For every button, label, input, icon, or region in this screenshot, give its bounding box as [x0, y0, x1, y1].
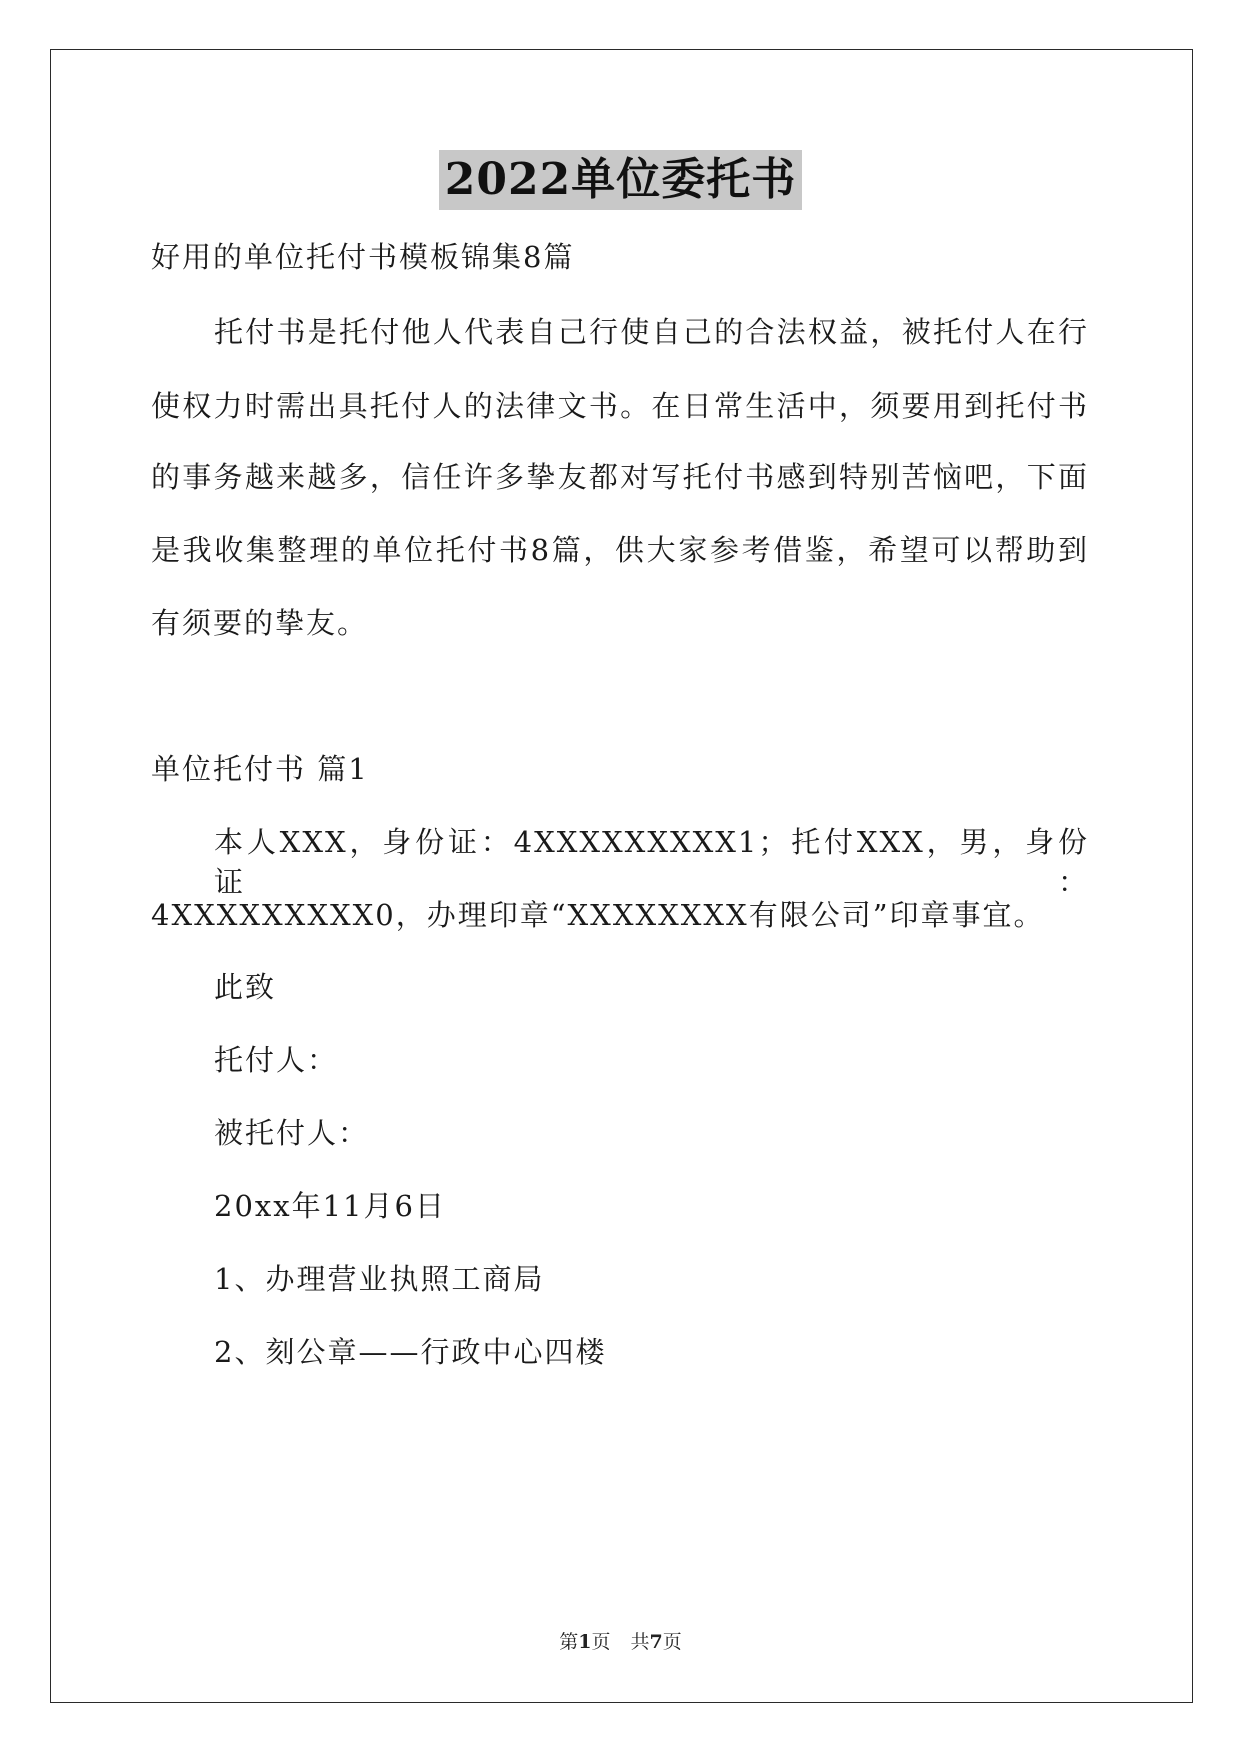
section-body-line-2: 4XXXXXXXXX0，办理印章“XXXXXXXX有限公司”印章事宜。	[151, 898, 1045, 932]
list-item-2: 2、刻公章——行政中心四楼	[214, 1335, 607, 1369]
footer-prefix: 第	[559, 1631, 579, 1653]
agent-label: 被托付人：	[214, 1116, 370, 1150]
intro-line-2: 使权力时需出具托付人的法律文书。在日常生活中，须要用到托付书	[151, 389, 1089, 423]
intro-line-4: 是我收集整理的单位托付书8篇，供大家参考借鉴，希望可以帮助到	[151, 533, 1089, 567]
intro-line-3: 的事务越来越多，信任许多挚友都对写托付书感到特别苦恼吧，下面	[151, 460, 1089, 494]
intro-line-1: 托付书是托付他人代表自己行使自己的合法权益，被托付人在行	[214, 315, 1089, 349]
closing-text: 此致	[214, 970, 277, 1004]
section-heading: 单位托付书 篇1	[151, 752, 369, 786]
document-subtitle: 好用的单位托付书模板锦集8篇	[151, 240, 575, 274]
footer-total-pages: 7	[649, 1631, 663, 1653]
footer-total-prefix: 共	[630, 1631, 650, 1653]
document-date: 20xx年11月6日	[214, 1189, 446, 1223]
section-body-line-1: 本人XXX，身份证：4XXXXXXXXX1；托付XXX，男，身份证：	[214, 825, 1089, 899]
footer-total-unit: 页	[662, 1631, 682, 1653]
document-title: 2022单位委托书	[439, 150, 802, 210]
footer-page-unit: 页	[591, 1631, 611, 1653]
footer-page-number: 1	[578, 1631, 592, 1653]
title-container	[0, 150, 1241, 210]
page-footer	[0, 1629, 1241, 1655]
intro-line-5: 有须要的挚友。	[151, 606, 369, 640]
list-item-1: 1、办理营业执照工商局	[214, 1262, 545, 1296]
principal-label: 托付人：	[214, 1043, 339, 1077]
